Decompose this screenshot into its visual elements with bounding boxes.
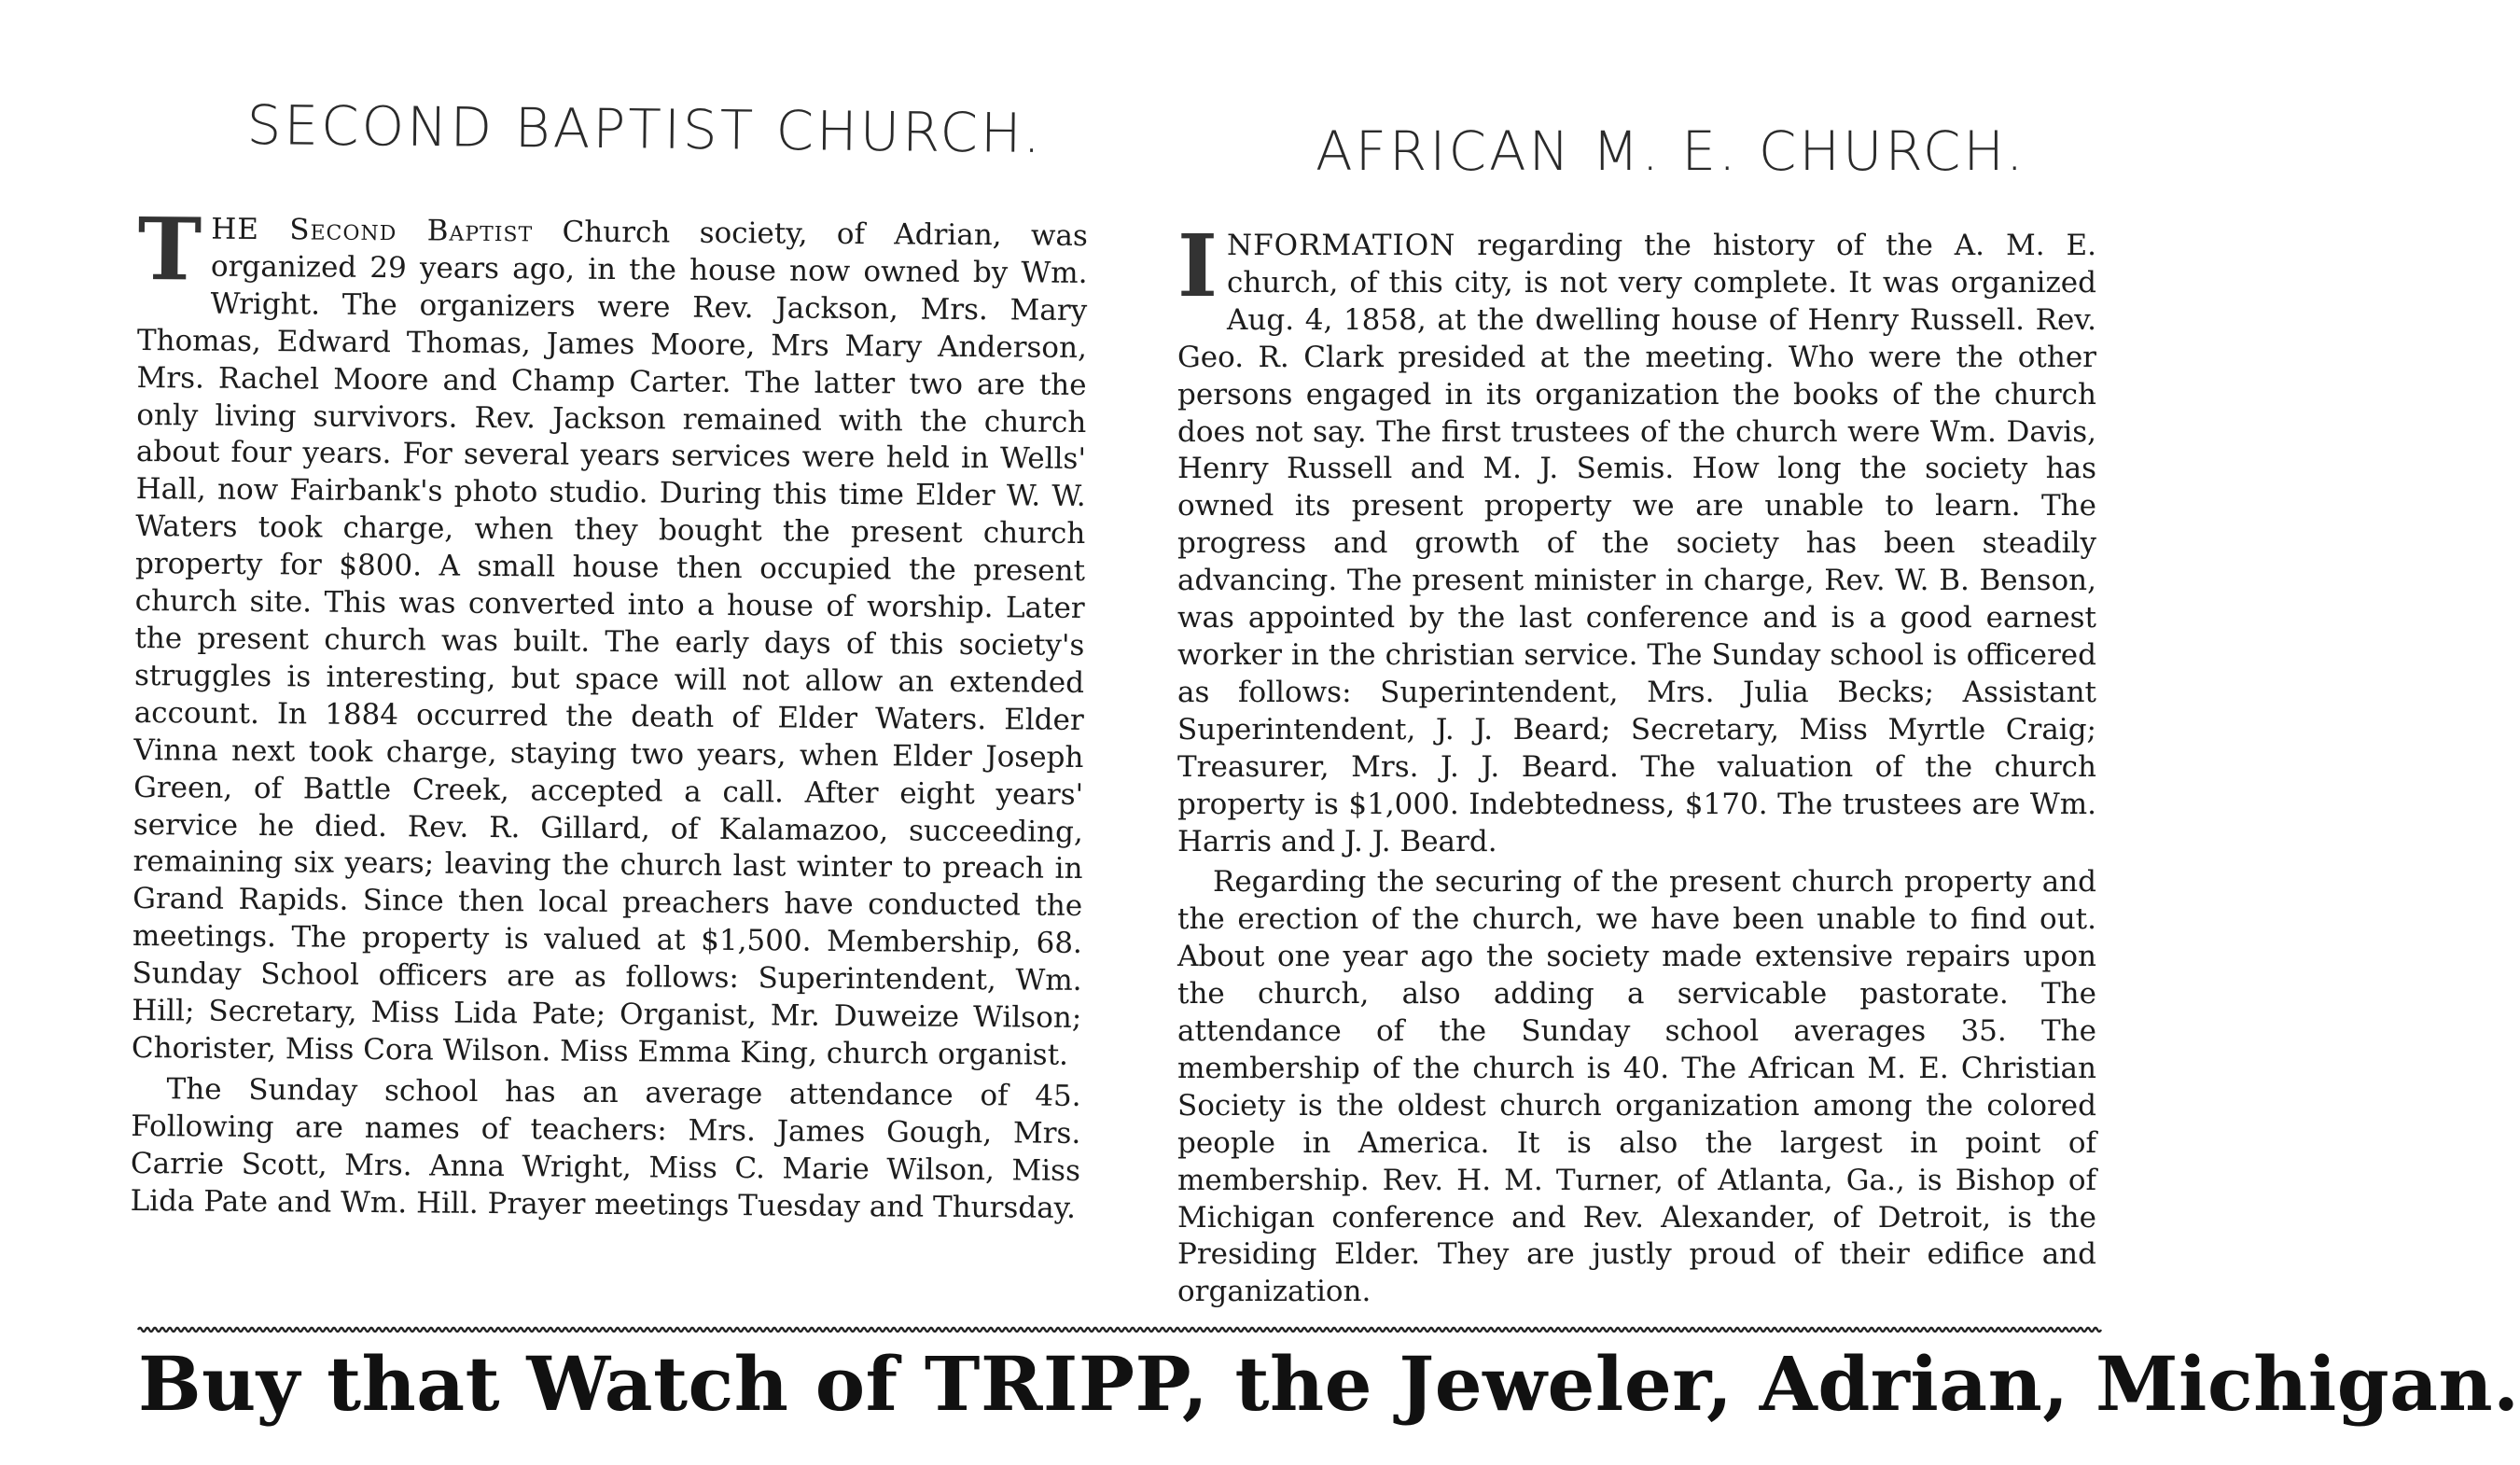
second-baptist-church-article	[130, 199, 1088, 1227]
lead-words: HE Second Baptist	[211, 212, 534, 249]
article-paragraph: The Sunday school has an average attendance of 45. Following are names of teachers: Mrs. James Gough, Mrs. Carrie Scott, Mrs. Anna Wright, Miss C. Marie Wilson, Miss Lida Pate and Wm. Hill. Prayer meetings Tuesday and Thursday.	[130, 1072, 1081, 1225]
article-paragraph	[131, 199, 1088, 1075]
article-paragraph	[1177, 216, 2096, 860]
african-me-church-title: AFRICAN M. E. CHURCH.	[1316, 119, 2026, 183]
paragraph-body: regarding the history of the A. M. E. church, of this city, is not very complete. It was organized Aug. 4, 1858, at the dwelling house of Henry Russell. Rev. Geo. R. Clark presided at the meeting. Who were the other persons engaged in its organization the books of the church does not say. The first trustees of the church were Wm. Davis, Henry Russell and M. J. Semis. How long the society has owned its present property we are unable to learn. The progress and growth of the society has been steadily advancing. The present minister in charge, Rev. W. B. Benson, was appointed by the last conference and is a good earnest worker in the christian service. The Sunday school is officered as follows: Superintendent, Mrs. Julia Becks; Assistant Superintendent, J. J. Beard; Secretary, Miss Myrtle Craig; Treasurer, Mrs. J. J. Beard. The valuation of the church property is $1,000. Indebtedness, $170. The trustees are Wm. Harris and J. J. Beard.	[1177, 229, 2096, 858]
drop-cap: T	[137, 199, 202, 300]
drop-cap: I	[1177, 216, 1218, 316]
article-paragraph: Regarding the securing of the present church property and the erection of the church, we have been unable to find out. About one year ago the society made extensive repairs upon the church, also adding a servicable pastorate. The attendance of the Sunday school averages 35. The membership of the church is 40. The African M. E. Christian Society is the oldest church organization among the colored people in America. It is also the largest in point of membership. Rev. H. M. Turner, of Atlanta, Ga., is Bishop of Michigan conference and Rev. Alexander, of Detroit, is the Presiding Elder. They are justly proud of their edifice and organization.	[1177, 865, 2096, 1309]
african-me-church-article	[1177, 216, 2096, 1311]
paragraph-body: Church society, of Adrian, was organized 29 years ago, in the house now owned by Wm. Wright. The organizers were Rev. Jackson, Mrs. Mary Thomas, Edward Thomas, James Moore, Mrs Mary Anderson, Mrs. Rachel Moore and Champ Carter. The latter two are the only living survivors. Rev. Jackson remained with the church about four years. For several years services were held in Wells' Hall, now Fairbank's photo studio. During this time Elder W. W. Waters took charge, when they bought the present church property for $800. A small house then occupied the present church site. This was converted into a house of worship. Later the present church was built. The early days of this society's struggles is interesting, but space will not allow an extended account. In 1884 occurred the death of Elder Waters. Elder Vinna next took charge, staying two years, when Elder Joseph Green, of Battle Creek, accepted a call. After eight years' service he died. Rev. R. Gillard, of Kalamazoo, succeeding, remaining six years; leaving the church last winter to preach in Grand Rapids. Since then local preachers have conducted the meetings. The property is valued at $1,500. Membership, 68. Sunday School officers are as follows: Superintendent, Wm. Hill; Secretary, Miss Lida Pate; Organist, Mr. Duweize Wilson; Chorister, Miss Cora Wilson. Miss Emma King, church organist.	[131, 215, 1088, 1072]
lead-words: NFORMATION	[1227, 229, 1456, 262]
second-baptist-church-title: SECOND BAPTIST CHURCH.	[246, 93, 1044, 165]
tripp-jeweler-advertisement: Buy that Watch of TRIPP, the Jeweler, Adrian, Michigan.	[138, 1340, 2520, 1428]
